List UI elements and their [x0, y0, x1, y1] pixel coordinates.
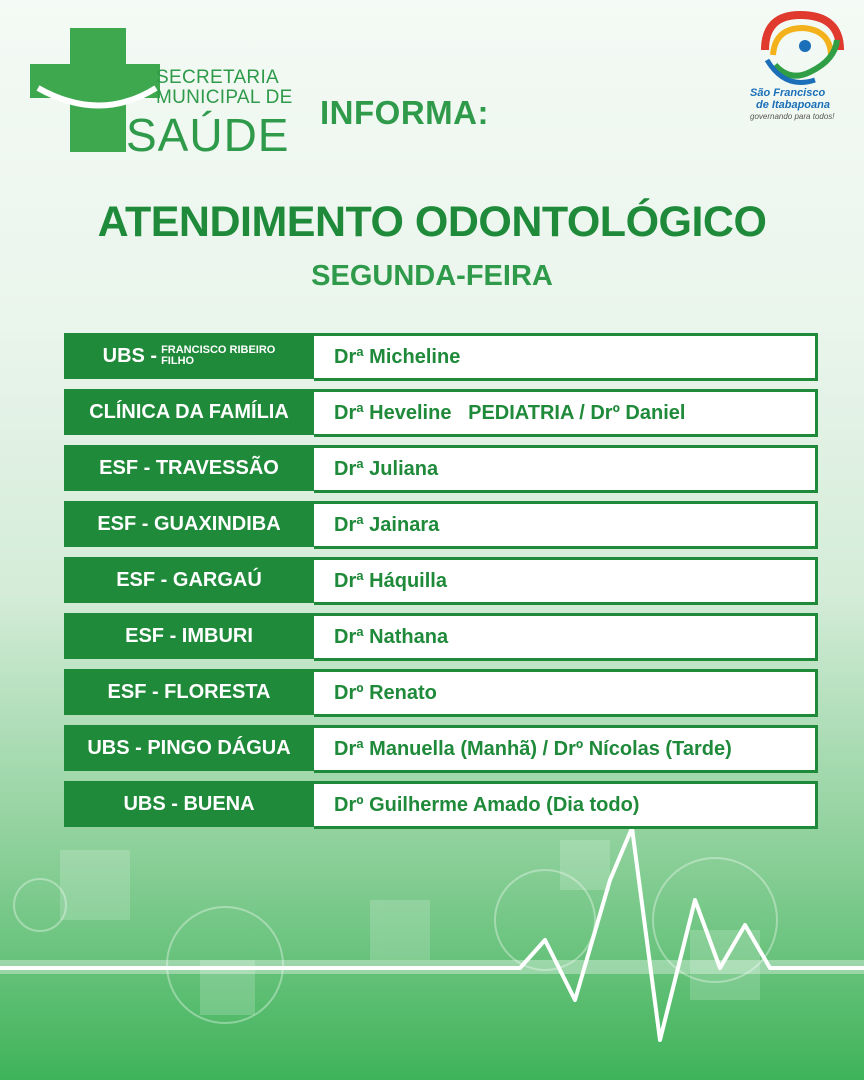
unit-cell: ESF - FLORESTA	[64, 669, 314, 715]
unit-prefix: UBS -	[102, 344, 158, 367]
logo-line2: MUNICIPAL DE	[156, 87, 293, 108]
professional-cell: Drª Nathana	[314, 613, 818, 661]
professional-cell: Drª Jainara	[314, 501, 818, 549]
table-row	[64, 389, 801, 435]
page-subtitle: SEGUNDA-FEIRA	[311, 260, 553, 292]
page-title: ATENDIMENTO ODONTOLÓGICO	[97, 198, 767, 246]
table-row	[64, 557, 801, 603]
unit-cell: UBS - PINGO DÁGUA	[64, 725, 314, 771]
unit-cell: UBS - BUENA	[64, 781, 314, 827]
table-row	[64, 725, 801, 771]
informa-heading: INFORMA:	[320, 94, 489, 131]
logo-saude-text: SAÚDE	[126, 109, 290, 161]
table-row	[64, 613, 801, 659]
unit-cell: ESF - GUAXINDIBA	[64, 501, 314, 547]
unit-cell: ESF - IMBURI	[64, 613, 314, 659]
table-row	[64, 333, 801, 379]
unit-small-line2: FILHO	[161, 355, 195, 367]
logo-line1: SECRETARIA	[156, 67, 280, 88]
table-row	[64, 781, 801, 827]
professional-cell: Drª Háquilla	[314, 557, 818, 605]
city-slogan: governando para todos!	[750, 112, 835, 121]
professional-cell: Drª Heveline PEDIATRIA / Drº Daniel	[314, 389, 818, 437]
secretaria-logo-text	[156, 68, 293, 107]
table-row	[64, 445, 801, 491]
city-name-line2: de Itabapoana	[756, 99, 830, 111]
professional-cell: Drª Micheline	[314, 333, 818, 381]
unit-cell	[64, 333, 314, 379]
unit-cell: ESF - GARGAÚ	[64, 557, 314, 603]
city-name-line1: São Francisco	[750, 87, 826, 99]
professional-cell: Drª Manuella (Manhã) / Drº Nícolas (Tarde)	[314, 725, 818, 773]
professional-cell: Drº Renato	[314, 669, 818, 717]
unit-small-text	[161, 345, 275, 367]
professional-cell: Drº Guilherme Amado (Dia todo)	[314, 781, 818, 829]
table-row	[64, 501, 801, 547]
unit-cell: ESF - TRAVESSÃO	[64, 445, 314, 491]
unit-cell: CLÍNICA DA FAMÍLIA	[64, 389, 314, 435]
professional-cell: Drª Juliana	[314, 445, 818, 493]
unit-small-line1: FRANCISCO RIBEIRO	[161, 344, 276, 356]
table-row	[64, 669, 801, 715]
